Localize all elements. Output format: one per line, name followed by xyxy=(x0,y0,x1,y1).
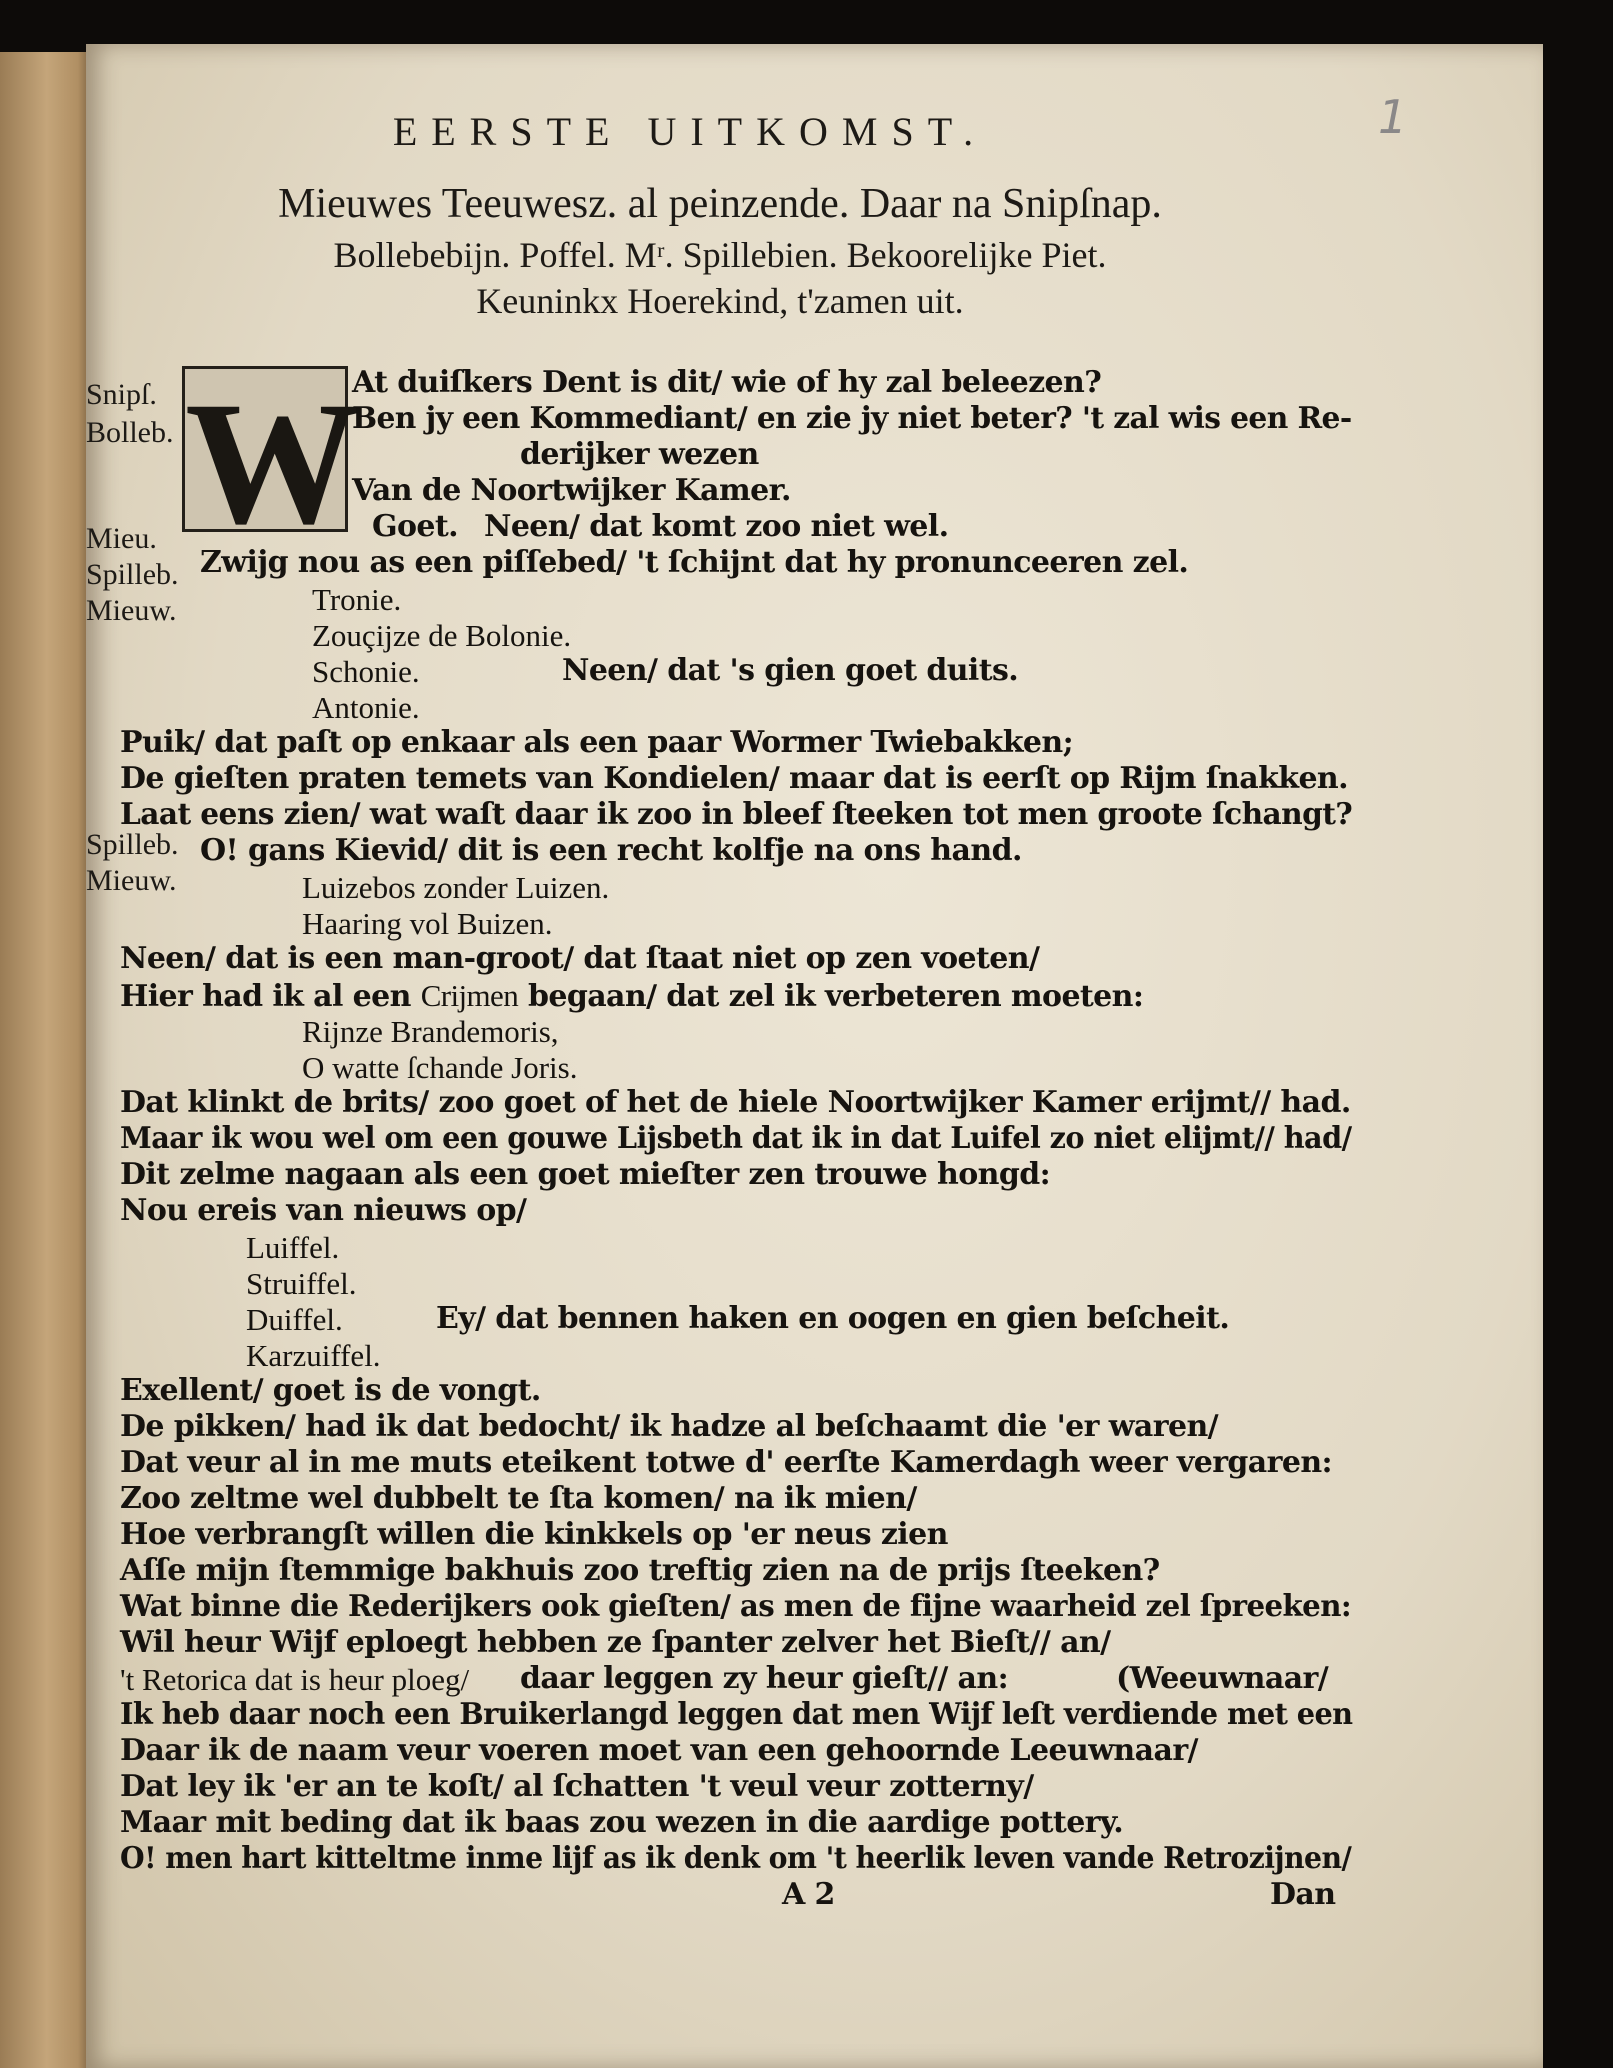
speaker-label: Spilleb. xyxy=(86,828,179,861)
text-line: Duiffel. xyxy=(246,1302,343,1337)
text-line: Puik/ dat paſt op enkaar als een paar Wormer Twiebakken; xyxy=(120,725,1074,760)
text-line: Karzuiffel. xyxy=(246,1338,381,1373)
text-line: (Weeuwnaar/ xyxy=(1116,1661,1329,1696)
decorated-initial xyxy=(182,366,361,561)
text-line: O watte ſchande Joris. xyxy=(302,1050,578,1085)
text-span: Hier had ik al een xyxy=(120,979,411,1014)
catchword: Dan xyxy=(1270,1877,1336,1912)
text-line: Dat veur al in me muts eteikent totwe d' eerſte Kamerdagh weer vergaren: xyxy=(120,1445,1333,1480)
speaker-label: Spilleb. xyxy=(86,558,179,591)
text-line: 't Retorica dat is heur ploeg/ xyxy=(120,1662,470,1697)
text-line: Daar ik de naam veur voeren moet van een gehoornde Leeuwnaar/ xyxy=(120,1733,1198,1768)
text-line: Zoo zeltme wel dubbelt te ſta komen/ na ik mien/ xyxy=(120,1481,917,1516)
text-line: Neen/ dat 's gien goet duits. xyxy=(562,653,1019,688)
cast-line-3: Keuninkx Hoerekind, t'zamen uit. xyxy=(476,281,964,321)
text-line xyxy=(120,980,1143,1012)
text-line: Zwijg nou as een piſſebed/ 't ſchijnt dat hy pronunceeren zel. xyxy=(200,545,1189,580)
text-line: Ben jy een Kommediant/ en zie jy niet beter? 't zal wis een Re- xyxy=(352,401,1352,436)
text-line: Goet. xyxy=(372,509,459,544)
text-line: Tronie. xyxy=(312,582,402,617)
text-line: Luiffel. xyxy=(246,1230,340,1265)
text-line: Wil heur Wijf eploegt hebben ze ſpanter zelver het Bieſt// an/ xyxy=(120,1625,1111,1660)
text-line: Maar mit beding dat ik baas zou wezen in die aardige pottery. xyxy=(120,1805,1124,1840)
running-head: EERSTE UITKOMST. xyxy=(392,109,988,154)
text-line: Ey/ dat bennen haken en oogen en gien beſcheit. xyxy=(436,1301,1230,1336)
speaker-label: Mieuw. xyxy=(86,594,177,627)
roman-word: Crijmen xyxy=(420,978,519,1013)
text-line: Neen/ dat komt zoo niet wel. xyxy=(484,509,949,544)
text-line: Van de Noortwijker Kamer. xyxy=(352,473,791,508)
text-line: Dit zelme nagaan als een goet mieſter zen trouwe hongd: xyxy=(120,1157,1051,1192)
signature-mark: A 2 xyxy=(782,1877,835,1912)
text-line: De pikken/ had ik dat bedocht/ ik hadze al beſchaamt die 'er waren/ xyxy=(120,1409,1219,1444)
text-line: Maar ik wou wel om een gouwe Lijsbeth dat ik in dat Luifel zo niet elijmt// had/ xyxy=(120,1121,1352,1156)
text-line: At duiſkers Dent is dit/ wie of hy zal beleezen? xyxy=(352,365,1102,400)
speaker-label: Snipſ. xyxy=(86,378,157,411)
text-line: Aſſe mijn ſtemmige bakhuis zoo treftig zien na de prijs ſteeken? xyxy=(120,1553,1160,1588)
text-line: Ik heb daar noch een Bruikerlangd leggen dat men Wijf leſt verdiende met een xyxy=(120,1697,1353,1732)
text-line: Zouçijze de Bolonie. xyxy=(312,618,572,653)
text-line: Exellent/ goet is de vongt. xyxy=(120,1373,541,1408)
speaker-label: Mieuw. xyxy=(86,864,177,897)
speaker-label: Mieu. xyxy=(86,522,157,555)
text-line: Luizebos zonder Luizen. xyxy=(302,870,610,905)
text-line: Neen/ dat is een man-groot/ dat ſtaat niet op zen voeten/ xyxy=(120,941,1040,976)
cast-line-1: Mieuwes Teeuwesz. al peinzende. Daar na Snipſnap. xyxy=(278,181,1162,227)
text-line: Nou ereis van nieuws op/ xyxy=(120,1193,527,1228)
text-line: derijker wezen xyxy=(520,437,759,472)
text-span: begaan/ dat zel ik verbeteren moeten: xyxy=(527,979,1144,1014)
drop-cap-letter: W xyxy=(185,366,361,561)
text-line: Laat eens zien/ wat waſt daar ik zoo in bleef ſteeken tot men groote ſchangt? xyxy=(120,797,1353,832)
text-line: De gieſten praten temets van Kondielen/ maar dat is eerſt op Rijm ſnakken. xyxy=(120,761,1348,796)
text-line: Antonie. xyxy=(312,690,420,725)
cast-line-2: Bollebebijn. Poffel. Mʳ. Spillebien. Bekoorelijke Piet. xyxy=(333,235,1107,275)
text-line: O! gans Kievid/ dit is een recht kolfje na ons hand. xyxy=(200,833,1022,868)
text-line: O! men hart kitteltme inme lijf as ik denk om 't heerlik leven vande Retrozijnen/ xyxy=(120,1841,1352,1876)
text-line: Rijnze Brandemoris, xyxy=(302,1014,559,1049)
text-line: Hoe verbrangſt willen die kinkkels op 'er neus zien xyxy=(120,1517,948,1552)
text-line: Haaring vol Buizen. xyxy=(302,906,553,941)
text-line: Dat ley ik 'er an te koſt/ al ſchatten 't veul veur zotterny/ xyxy=(120,1769,1034,1804)
speaker-label: Bolleb. xyxy=(86,416,174,449)
text-line: Schonie. xyxy=(312,654,420,689)
text-line: Struiffel. xyxy=(246,1266,357,1301)
text-line: Wat binne die Rederijkers ook gieſten/ as men de fijne waarheid zel ſpreeken: xyxy=(120,1589,1352,1624)
handwritten-page-number: 1 xyxy=(1378,90,1408,144)
text-line: daar leggen zy heur gieſt// an: xyxy=(520,1661,1009,1696)
text-line: Dat klinkt de brits/ zoo goet of het de hiele Noortwijker Kamer erijmt// had. xyxy=(120,1085,1351,1120)
